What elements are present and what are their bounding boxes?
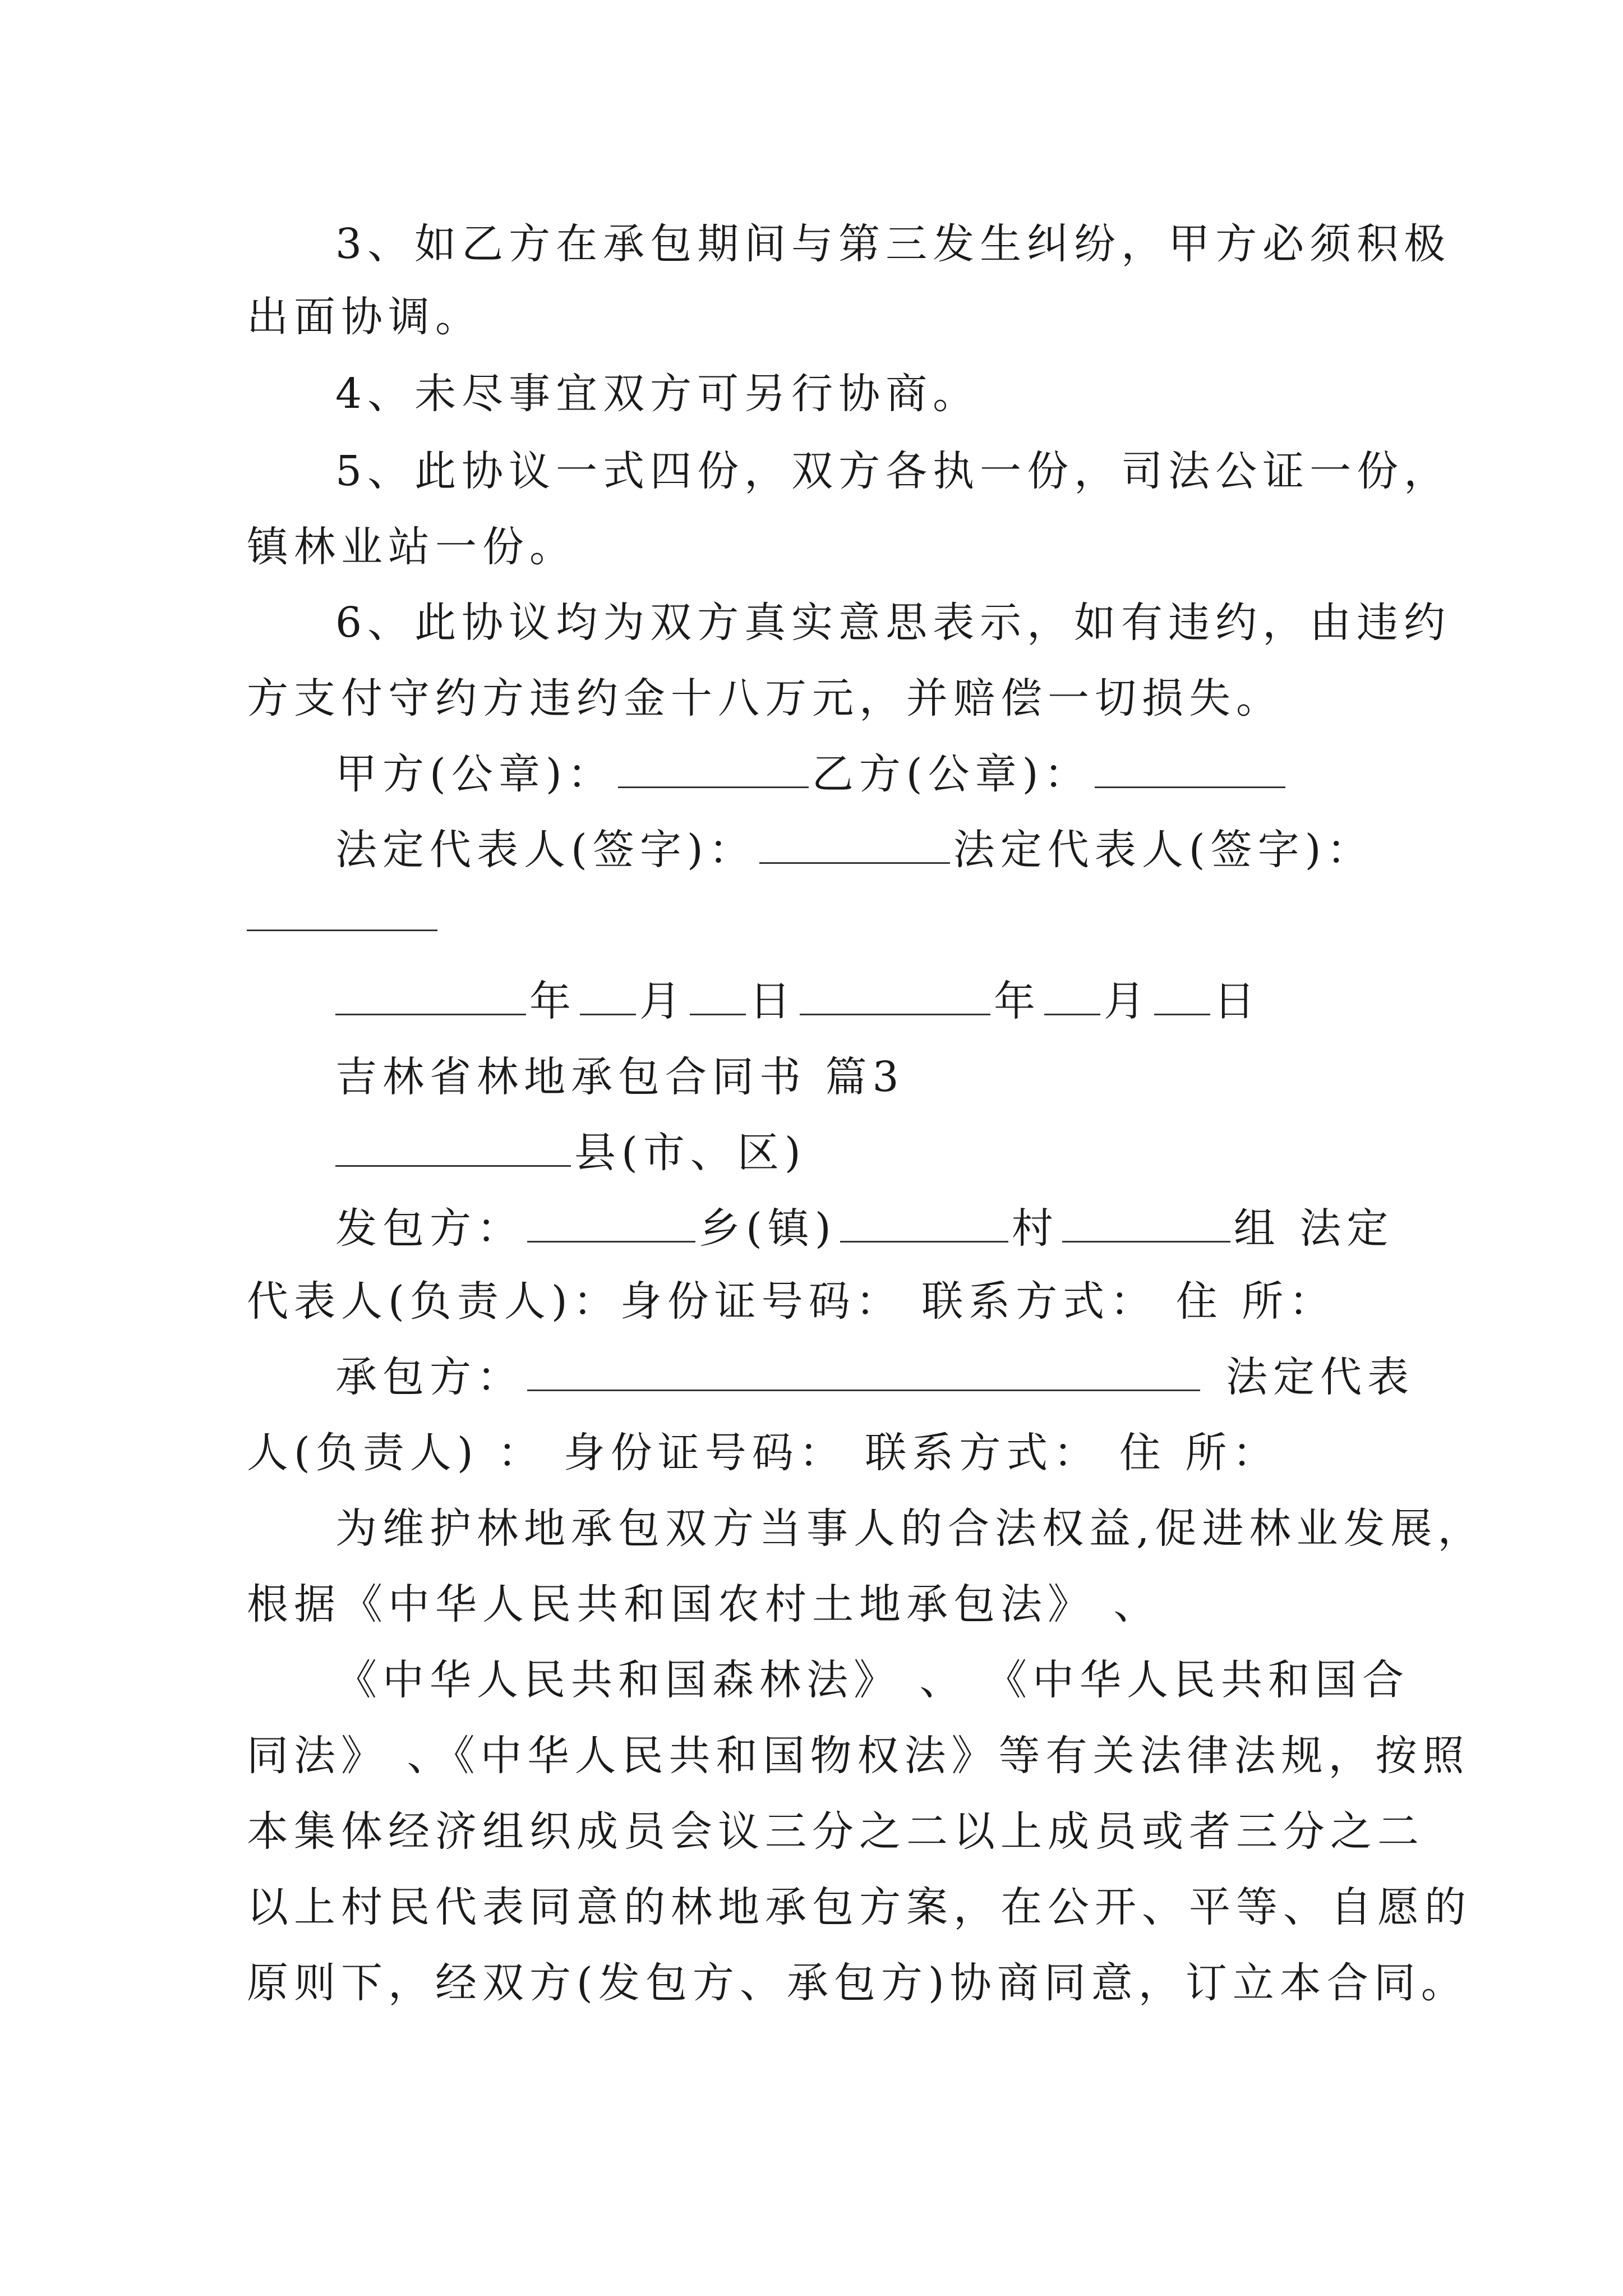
day-a-label: 日 [749,977,796,1025]
party-b-seal-label: 乙方(公章)： [811,750,1091,798]
issuer-line-1 [335,1200,1502,1257]
village-blank [840,1202,1008,1243]
rep-b-blank-line [247,889,1413,945]
rep-a-label: 法定代表人(签字)： [335,826,756,874]
preamble-line-6: 以上村民代表同意的林地承包方案，在公开、平等、自愿的 [247,1883,1472,1931]
preamble-line-3: 《中华人民共和国森林法》 、 《中华人民共和国合 [335,1656,1410,1704]
month-b-blank [1044,974,1100,1015]
year-a-label: 年 [529,977,577,1025]
clause-5-line-2: 镇林业站一份。 [247,523,577,571]
section-title: 吉林省林地承包合同书 篇3 [335,1053,905,1101]
party-a-seal-blank [618,747,809,788]
group-label: 组 法定 [1233,1204,1394,1253]
village-label: 村 [1011,1204,1059,1253]
preamble-line-4: 同法》 、《中华人民共和国物权法》等有关法律法规，按照 [247,1732,1470,1780]
year-a-blank [335,974,526,1015]
preamble-line-5: 本集体经济组织成员会议三分之二以上成员或者三分之二 [247,1807,1424,1856]
party-a-seal-label: 甲方(公章)： [335,750,615,798]
month-a-label: 月 [639,977,686,1025]
contractor-label: 承包方： [335,1353,524,1401]
preamble-line-7: 原则下，经双方(发包方、承包方)协商同意，订立本合同。 [247,1959,1468,2007]
day-b-label: 日 [1214,977,1261,1025]
issuer-line-2: 代表人(负责人)：身份证号码： 联系方式： 住 所： [247,1277,1336,1326]
seal-line [335,746,1502,802]
clause-6-line-2: 方支付守约方违约金十八万元，并赔偿一切损失。 [247,674,1283,723]
clause-3-line-1: 3、如乙方在承包期间与第三发生纠纷，甲方必须积极 [335,220,1451,268]
clause-3-line-2: 出面协调。 [247,293,482,341]
clause-4: 4、未尽事宜双方可另行协商。 [335,370,980,418]
date-line [335,973,1502,1029]
year-b-blank [800,974,990,1015]
group-blank [1062,1202,1230,1243]
contractor-line-2: 人(负责人) ： 身份证号码： 联系方式： 住 所： [247,1429,1280,1477]
day-b-blank [1154,974,1210,1015]
month-b-label: 月 [1104,977,1151,1025]
contractor-tail: 法定代表 [1226,1353,1414,1401]
county-line [335,1125,1502,1181]
county-blank [335,1126,571,1167]
representative-line [335,822,1502,878]
clause-6-line-1: 6、此协议均为双方真实意思表示，如有违约，由违约 [335,599,1451,647]
rep-a-blank [759,823,950,864]
rep-b-blank [247,890,437,931]
contractor-blank [527,1350,1200,1391]
preamble-line-2: 根据《中华人民共和国农村土地承包法》 、 [247,1580,1161,1628]
issuer-label: 发包方： [335,1204,524,1253]
day-a-blank [690,974,746,1015]
year-b-label: 年 [994,977,1041,1025]
county-label: 县(市、区) [574,1129,806,1177]
contractor-line-1 [335,1349,1502,1405]
township-label: 乡(镇) [699,1204,837,1253]
preamble-line-1: 为维护林地承包双方当事人的合法权益,促进林业发展， [335,1504,1485,1553]
rep-b-label: 法定代表人(签字)： [953,826,1374,874]
party-b-seal-blank [1095,747,1285,788]
township-blank [527,1202,695,1243]
month-a-blank [580,974,636,1015]
clause-5-line-1: 5、此协议一式四份，双方各执一份，司法公证一份， [335,447,1451,495]
